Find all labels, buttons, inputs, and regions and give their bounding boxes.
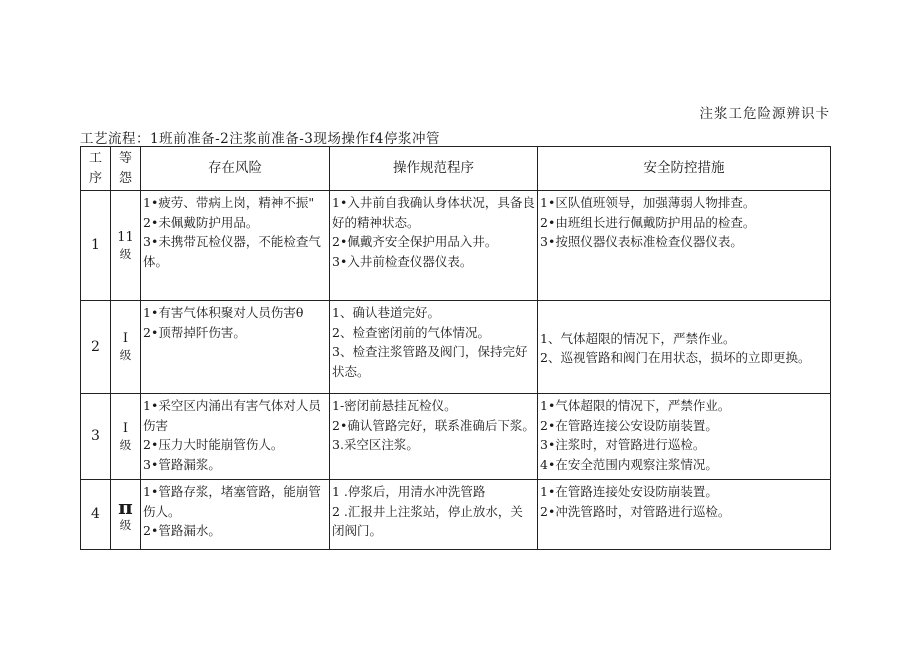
measure-item: 4•在安全范围内观察注浆情况。 (540, 456, 718, 472)
procedure-item: 3、检查注浆管路及阀门，保持完好状态。 (332, 344, 528, 379)
document-title: 注浆工危险源辨识卡 (699, 106, 830, 122)
procedure-item: 3•入井前检查仪器仪表。 (332, 253, 473, 269)
step-cell (81, 191, 111, 301)
measure-cell (538, 301, 831, 394)
hazard-table (80, 146, 831, 550)
level-glyph: π (118, 494, 133, 519)
measure-item: 1•区队值班领导，加强薄弱人物排查。 (540, 195, 756, 210)
level-cell (111, 301, 141, 394)
header-procedure: 操作规范程序 (330, 147, 538, 191)
level-cell (111, 394, 141, 480)
risk-item: 2•管路漏水。 (143, 523, 221, 538)
table-row (81, 480, 831, 550)
table-row (81, 301, 831, 394)
header-level (111, 147, 141, 191)
procedure-item: 1 .停浆后，用清水冲洗管路 (332, 484, 486, 499)
step-number: 2 (91, 338, 100, 355)
table-row (81, 191, 831, 301)
measure-item: 2•由班组长进行佩戴防护用品的检查。 (540, 214, 756, 230)
process-flow: 工艺流程：1班前准备-2注浆前准备-3现场操作f4停浆冲管 (80, 131, 440, 147)
risk-item: 3•管路漏浆。 (143, 456, 221, 472)
measure-item: 1•在管路连接处安设防崩装置。 (540, 484, 718, 499)
header-level-top: 等 (118, 151, 132, 166)
step-cell (81, 394, 111, 480)
procedure-item: 2 .汇报井上注浆站，停止放水，关闭阀门。 (332, 503, 523, 538)
risk-item: 1•管路存浆，堵塞管路，能崩管伤人。 (143, 484, 321, 519)
procedure-item: 2•佩戴齐安全保护用品入井。 (332, 234, 498, 249)
header-step (81, 147, 111, 191)
risk-item: 1•疲劳、带病上岗，精神不振" (143, 195, 315, 210)
level-cell (111, 480, 141, 550)
measure-cell (538, 394, 831, 480)
level-suffix: 级 (119, 437, 132, 452)
procedure-item: 1、确认巷道完好。 (332, 305, 440, 320)
step-cell (81, 480, 111, 550)
measure-item: 1、气体超限的情况下，严禁作业。 (540, 330, 736, 346)
procedure-item: 2、检查密闭前的气体情况。 (332, 324, 490, 340)
risk-cell (141, 480, 330, 550)
risk-item: 2•顶帮掉阡伤害。 (143, 324, 246, 340)
level-suffix: 级 (119, 517, 132, 532)
level-suffix: 级 (119, 348, 132, 362)
level-glyph: 11 (117, 229, 134, 245)
level-glyph: I (122, 331, 129, 346)
procedure-cell (330, 480, 538, 550)
header-level-bottom: 怨 (118, 170, 132, 186)
risk-item: 1•有害气体积聚对人员伤害θ (143, 305, 304, 320)
step-number: 3 (91, 428, 100, 445)
measure-item: 2、巡视管路和阀门在用状态，损坏的立即更换。 (540, 350, 811, 365)
risk-cell (141, 191, 330, 301)
header-step-top: 工 (88, 151, 102, 166)
risk-item: 2•压力大时能崩管伤人。 (143, 437, 284, 452)
measure-item: 3•注浆时，对管路进行巡检。 (540, 437, 706, 452)
step-number: 1 (91, 237, 100, 254)
header-measures: 安全防控措施 (538, 147, 831, 191)
header-step-bottom: 序 (88, 170, 102, 186)
procedure-cell (330, 394, 538, 480)
level-cell (111, 191, 141, 301)
risk-item: 3•未携带瓦检仪器，不能检查气体。 (143, 234, 321, 269)
measure-item: 2•在管路连接公安设防崩装置。 (540, 417, 718, 433)
table-row (81, 394, 831, 480)
risk-item: 1•采空区内涌出有害气体对人员伤害 (143, 398, 321, 433)
risk-item: 2•未佩戴防护用品。 (143, 214, 259, 230)
measure-cell (538, 480, 831, 550)
measure-item: 1•气体超限的情况下，严禁作业。 (540, 398, 731, 413)
measure-item: 3•按照仪器仪表标准检查仪器仪表。 (540, 234, 743, 249)
level-glyph: I (122, 420, 129, 436)
risk-cell (141, 301, 330, 394)
header-row (81, 147, 831, 191)
measure-item: 2•冲洗管路时，对管路进行巡检。 (540, 503, 731, 519)
risk-cell (141, 394, 330, 480)
procedure-item: 1•入井前自我确认身体状况，具备良好的精神状态。 (332, 195, 535, 230)
procedure-item: 3.采空区注浆。 (332, 437, 419, 452)
step-cell (81, 301, 111, 394)
header-risk: 存在风险 (141, 147, 330, 191)
procedure-cell (330, 301, 538, 394)
procedure-item: 1-密闭前悬挂瓦检仪。 (332, 398, 457, 413)
procedure-cell (330, 191, 538, 301)
measure-cell (538, 191, 831, 301)
procedure-item: 2•确认管路完好，联系准确后下浆。 (332, 417, 535, 433)
step-number: 4 (91, 506, 100, 523)
level-suffix: 级 (119, 246, 132, 261)
